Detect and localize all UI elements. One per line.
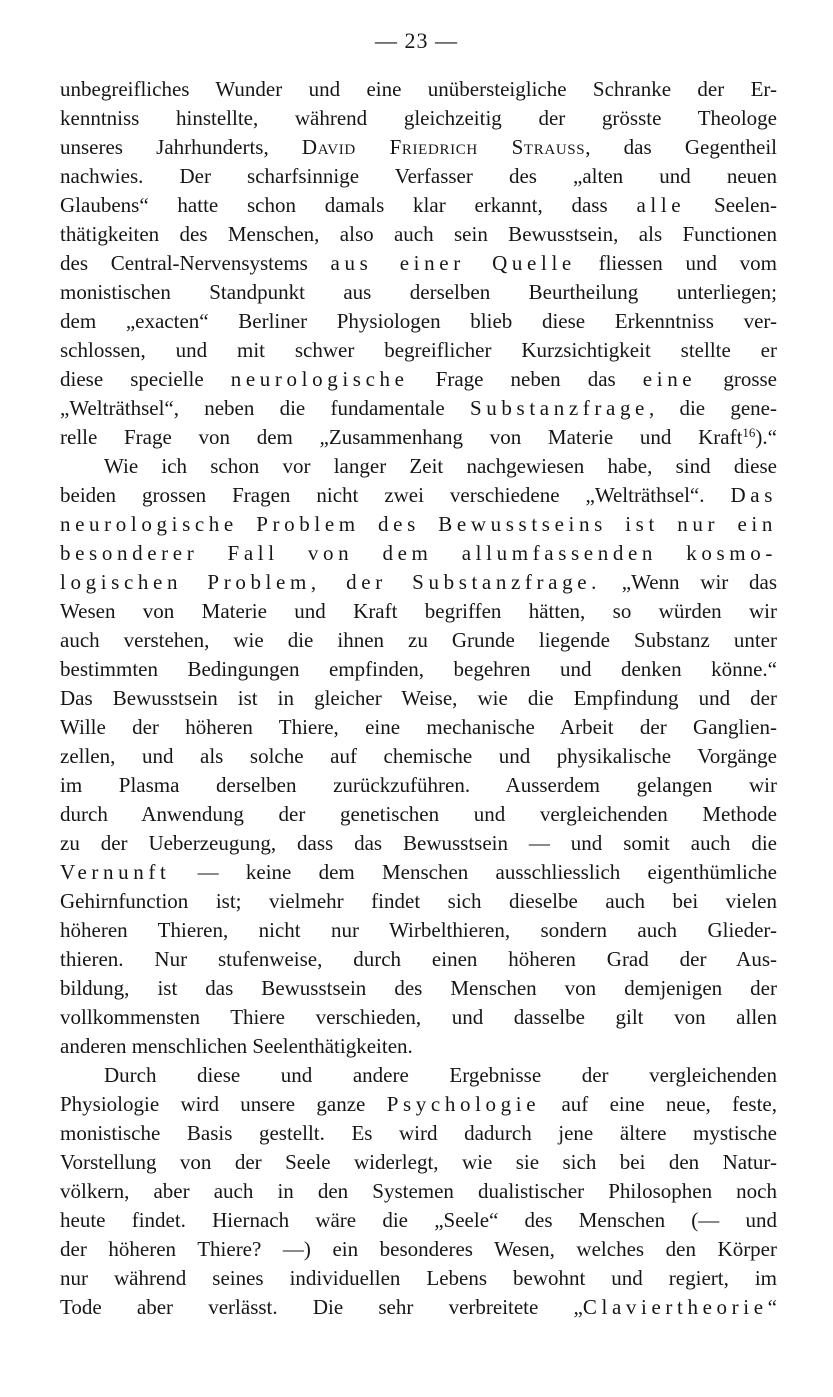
text-line: schlossen, und mit schwer begreiflicher Kurzsichtigkeit stellte er [60,338,777,362]
text-line: Wesen von Materie und Kraft begriffen hätten, so würden wir [60,599,777,623]
text-line: nur während seines individuellen Lebens bewohnt und regiert, im [60,1266,777,1290]
page-number: — 23 — [375,28,458,53]
text-line: logischen Problem, der Substanzfrage. „Wenn wir das [60,570,777,594]
text-line: zu der Ueberzeugung, dass das Bewusstsein — und somit auch die [60,831,777,855]
footnote-ref: 16 [742,425,756,440]
spaced-emphasis: Psychologie [386,1092,541,1116]
text-line: kenntniss hinstellte, während gleichzeitig der grösste Theologe [60,106,777,130]
text-line: unseres Jahrhunderts, David Friedrich Strauss, das Gegentheil [60,135,777,159]
text-line: Wille der höheren Thiere, eine mechanische Arbeit der Ganglien- [60,715,777,739]
text-line: monistischen Standpunkt aus derselben Beurtheilung unterliegen; [60,280,777,304]
text-line: Physiologie wird unsere ganze Psychologie auf eine neue, feste, [60,1092,777,1116]
text-line: anderen menschlichen Seelenthätigkeiten. [60,1034,413,1058]
text-line: auch verstehen, wie die ihnen zu Grunde liegende Substanz unter [60,628,777,652]
spaced-emphasis: aus einer Quelle [330,251,576,275]
text-line: Tode aber verlässt. Die sehr verbreitete „Claviertheorie“ [60,1295,777,1319]
text-line: Wie ich schon vor langer Zeit nachgewiesen habe, sind diese [104,454,777,478]
author-name: David Friedrich Strauss [301,135,586,159]
text-line: zellen, und als solche auf chemische und physikalische Vorgänge [60,744,777,768]
text-line: Gehirnfunction ist; vielmehr findet sich dieselbe auch bei vielen [60,889,777,913]
text-line: Glaubens“ hatte schon damals klar erkannt, dass alle Seelen- [60,193,777,217]
text-line: thätigkeiten des Menschen, also auch sein Bewusstsein, als Functionen [60,222,777,246]
text-line: nachwies. Der scharfsinnige Verfasser des „alten und neuen [60,164,777,188]
text-line: der höheren Thiere? —) ein besonderes Wesen, welches den Körper [60,1237,777,1261]
text-line: vollkommensten Thiere verschieden, und dasselbe gilt von allen [60,1005,777,1029]
text-line: Vorstellung von der Seele widerlegt, wie sie sich bei den Natur- [60,1150,777,1174]
text-line: heute findet. Hiernach wäre die „Seele“ des Menschen (— und [60,1208,777,1232]
text-line: des Central-Nervensystems aus einer Quelle fliessen und vom [60,251,778,275]
spaced-emphasis: besonderer Fall von dem allumfassenden kosmo- [60,541,777,565]
text-line: Durch diese und andere Ergebnisse der vergleichenden [104,1063,777,1087]
spaced-emphasis: Claviertheorie [582,1295,768,1319]
text-line: dem „exacten“ Berliner Physiologen blieb diese Erkenntniss ver- [60,309,777,333]
spaced-emphasis: neurologische [230,367,409,391]
text-line: relle Frage von dem „Zusammenhang von Materie und Kraft$^{16}$).“ [60,425,777,449]
text-line: „Welträthsel“, neben die fundamentale Substanzfrage, die gene- [60,396,777,420]
text-line: völkern, aber auch in den Systemen dualistischer Philosophen noch [60,1179,777,1203]
text-line: thieren. Nur stufenweise, durch einen höheren Grad der Aus- [60,947,777,971]
spaced-emphasis: Substanzfrage [469,396,649,420]
text-line: beiden grossen Fragen nicht zwei verschiedene „Welträthsel“. Das [60,483,777,507]
text-line [60,539,777,568]
text-line: monistische Basis gestellt. Es wird dadurch jene ältere mystische [60,1121,777,1145]
spaced-emphasis: neurologische Problem des Bewusstseins ist nur ein [60,512,777,536]
text-line: unbegreifliches Wunder und eine unübersteigliche Schranke der Er- [60,77,777,101]
text-line: höheren Thieren, nicht nur Wirbelthieren, sondern auch Glieder- [60,918,777,942]
text-line: durch Anwendung der genetischen und vergleichenden Methode [60,802,777,826]
spaced-emphasis: Das [730,483,777,507]
text-line: Das Bewusstsein ist in gleicher Weise, wie die Empfindung und der [60,686,777,710]
text-line: im Plasma derselben zurückzuführen. Ausserdem gelangen wir [60,773,777,797]
spaced-emphasis: alle [636,193,686,217]
body-text [60,75,777,1322]
spaced-emphasis: logischen Problem, der Substanzfrage. [60,570,602,594]
text-line: Vernunft — keine dem Menschen ausschliesslich eigenthümliche [60,860,777,884]
text-line: diese specielle neurologische Frage neben das eine grosse [60,367,777,391]
text-line: bestimmten Bedingungen empfinden, begehren und denken könne.“ [60,657,777,681]
text-line: bildung, ist das Bewusstsein des Menschen von demjenigen der [60,976,777,1000]
text-line [60,510,777,539]
spaced-emphasis: Vernunft [60,860,171,884]
spaced-emphasis: eine [642,367,697,391]
